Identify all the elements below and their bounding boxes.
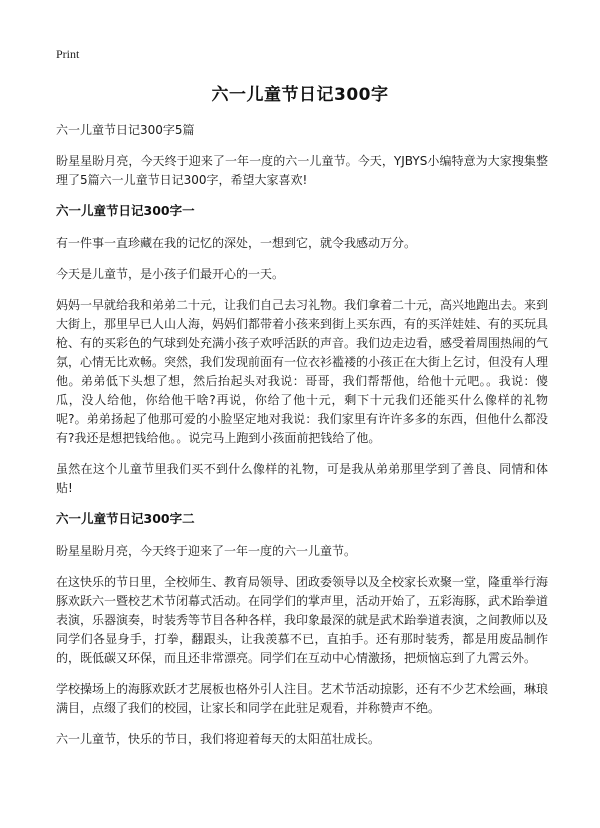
article-body [56, 122, 548, 761]
section-heading-1: 六一儿童节日记300字一 [56, 203, 195, 218]
paragraph: 盼星星盼月亮，今天终于迎来了一年一度的六一儿童节。 [56, 544, 357, 558]
paragraph: 虽然在这个儿童节里我们买不到什么像样的礼物，可是我从弟弟那里学到了善良、同情和体贴! [56, 462, 548, 495]
article-subtitle: 六一儿童节日记300字5篇 [56, 123, 195, 137]
page-title: 六一儿童节日记300字 [211, 85, 389, 105]
paragraph: 在这快乐的节日里，全校师生、教育局领导、团政委领导以及全校家长欢聚一堂，隆重举行海豚欢跃六一暨校艺术节闭幕式活动。在同学们的掌声里，活动开始了，五彩海豚，武术跆拳道表演，乐器演奏，时装秀等节目各种各样，我印象最深的就是武术跆拳道表演，之间教师以及同学们各显身手，打拳，翻跟头，让我羡慕不已，直拍手。还有那时装秀，都是用废品制作的，既低碳又环保，而且还非常漂亮。同学们在互动中心情激扬，把烦恼忘到了九霄云外。 [56, 575, 549, 665]
paragraph: 有一件事一直珍藏在我的记忆的深处，一想到它，就令我感动万分。 [56, 236, 417, 250]
paragraph: 学校操场上的海豚欢跃才艺展板也格外引人注目。艺术节活动掠影，还有不少艺术绘画，琳琅满目，点缀了我们的校园，让家长和同学在此驻足观看，并称赞声不绝。 [56, 682, 549, 715]
section-heading-2: 六一儿童节日记300字二 [56, 511, 195, 526]
paragraph: 妈妈一早就给我和弟弟二十元，让我们自己去习礼物。我们拿着二十元，高兴地跑出去。来到大街上，那里早已人山人海，妈妈们都带着小孩来到街上买东西，有的买洋娃娃、有的买玩具枪、有的买彩色的气球到处充满小孩子欢呼活跃的声音。我们边走边看，感受着周围热闹的气氛，心情无比欢畅。突然，我们发现前面有一位衣衫褴褛的小孩正在大街上乞讨，但没有人理他。弟弟低下头想了想，然后抬起头对我说：哥哥，我们帮帮他，给他十元吧。。我说：傻瓜，没人给他，你给他干啥?再说，你给了他十元，剩下十元我们还能买什么像样的礼物呢?。弟弟扬起了他那可爱的小脸坚定地对我说：我们家里有许许多多的东西，但他什么都没有?我还是想把钱给他。。说完马上跑到小孩面前把钱给了他。 [56, 298, 549, 445]
print-link[interactable]: Print [56, 47, 80, 61]
intro-paragraph: 盼星星盼月亮，今天终于迎来了一年一度的六一儿童节。今天，YJBYS小编特意为大家搜集整理了5篇六一儿童节日记300字，希望大家喜欢! [56, 154, 548, 187]
paragraph: 今天是儿童节，是小孩子们最开心的一天。 [56, 267, 285, 281]
paragraph: 六一儿童节，快乐的节日，我们将迎着每天的太阳茁壮成长。 [56, 732, 381, 746]
